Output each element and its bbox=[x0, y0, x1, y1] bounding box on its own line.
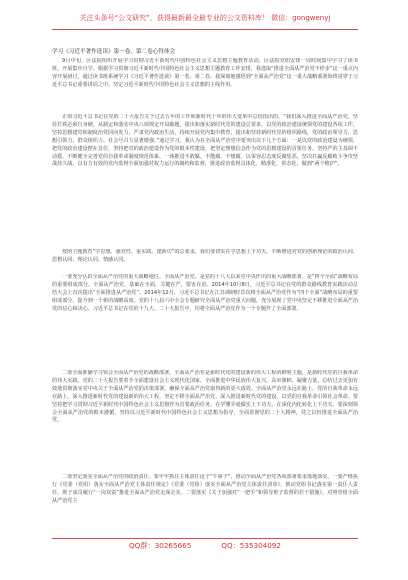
paragraph-4: 一要充分认识全面从严治党的重大战略地位。全面从严治党，是党的十八大以来党中央作出的重大战略部署，是“四个全面”战略布局的重要组成部分。全面从严治党，基础在全面，关键在严，要害在治。2014年10月8日，习近平总书记在党的群众路线教育实践活动总结大会上首次提出“全面推进从严治党”。2014年12月，习近平总书记在江苏调研时首次将全面从严治党作为“四个全面”战略布局的重要组成部分，提升到一个新的战略高度。党的十八届六中全会专题研究全面从严治党重大问题，充分展现了党中央坚定不移推进全面从严治党的信心和决心。习近平总书记在党的十九大、二十大报告中，均将全面从严治党作为一个专题作了全面部署。 bbox=[52, 274, 358, 312]
document-title: 学习《习近平著作选读》第一卷、第二卷心得体会 bbox=[52, 49, 176, 55]
banner-wechat: 微信：gongwenyj bbox=[271, 14, 331, 22]
paragraph-3: 按照主题教育“学思想、强党性、重实践、建新功”的总要求，我们要切实在学思想上下功夫，不断增进对党的创新理论的政治认同、思想认同、理论认同、情感认同。 bbox=[52, 249, 358, 263]
paragraph-2: 正如习近平总书记在党的二十大报告关于过去五年的工作和新时代十年的伟大变革中总结指出的，“我们深入推进全面从严治党，坚持打铁必须自身硬，从制定和落实中央八项规定开局破题，提出和落实新时代党的建设总要求，以党的政治建设统领党的建设各项工作，坚持思想建党和制度治党同向发力，严肃党内政治生活，持续开展党内集中教育，提出和坚持新时代党的组织路线，党的政治领导力、思想引领力、群众组织力、社会号召力显著增强。”通过学习，我认为在全面从严治党中要突出以下几个方面：一是以党的政治建设为统领，把党的政治建设摆在首位，坚持把党的政治建设作为党的根本性建设，把坚定理想信念作为党的思想建设的首要任务。坚持严的主基调不动摇，不断健全完善党的自我革命制度规范体系。一体推进不敢腐、不能腐、不想腐，以零容忍态度反腐惩恶，坚决打赢反腐败斗争攻坚战持久战，以有力有效的党内监督全面加强对权力运行的制约和监督，推进政治监督具体化、精准化、常态化，做到“两个维护”。 bbox=[52, 114, 358, 168]
qq-contact-text: QQ：535304092 bbox=[221, 541, 281, 550]
paragraph-6: 二要坚定落实全面从严治党的政治责任。要牢牢抓住主体责任这个“牛鼻子”，推动全面从严治党各项部署要求落地落实。一要严格执行《党委（党组）落实全面从严治党主体责任规定》《党委（党组）落实全面从严治党主体责任清单》，推动党组书记落实第一责任人责任、班子成员履行“一岗双责”推进全面从严治党走深走实。二要落实《关于加强对“一把手”和领导班子监督的若干措施》，对照党组全面从严治党主 bbox=[52, 474, 358, 504]
contact-footer bbox=[52, 538, 358, 553]
qq-group-text: QQ群：30265665 bbox=[129, 541, 192, 550]
document-body bbox=[52, 47, 358, 522]
paragraph-5: 二要全面准确学习领会全面从严治党的战略部署。全面从严治党是新时代党的建设新的伟大工程的鲜明主题，是新时代党的自我革命的伟大实践。党的二十大报告要着手全面建设社会主义现代化国家、全面推进中华民族伟大复兴，高举旗帜、凝聚力量、总结过去更加有效地贯彻落实党中央关于全面从严治党的决策部署，确保全面从严治党取得新的更大成效。全面从严治党永远在路上，党的自我革命永远在路上，深入推进新时代党的建设新的伟大工程，坚定不移全面从严治党，深入推进新时代党的建设，以党的自我革命引领社会革命。要坚持把学习贯彻习近平新时代中国特色社会主义思想作为首要政治任务，在学懂弄通做实上下功夫，在深化内化转化上下功夫。要深刻领会全面从严治党的根本遵循，坚持以习近平新时代中国特色社会主义思想为指导，全面贯彻党的二十大精神，持之以恒推进全面从严治党。 bbox=[52, 370, 358, 424]
promo-banner bbox=[52, 12, 358, 30]
banner-text: 关注头条号“公文研究”，获得最新最全最专业的公文资料库！ bbox=[79, 14, 269, 22]
paragraph-1: 9月中旬，区法院组织开展学习贯彻习近平新时代中国特色社会主义思想主题教育活动，区法院党组安排一周时间集中学习了读书班，开展集中自学。根据学习贯彻习近平新时代中国特色社会主义思想主题教育工作安排，我选取“推进全面从严治党不停步”这一重点内容开展研讨，通过读书班系统学习《习近平著作选读》第一卷、第二卷。我深刻地感悟到“全面从严治党”这一重大战略部署始终贯穿于习近平总书记重要讲话之中，坚定习近平新时代中国特色社会主义思想的主线作用。 bbox=[52, 58, 358, 88]
